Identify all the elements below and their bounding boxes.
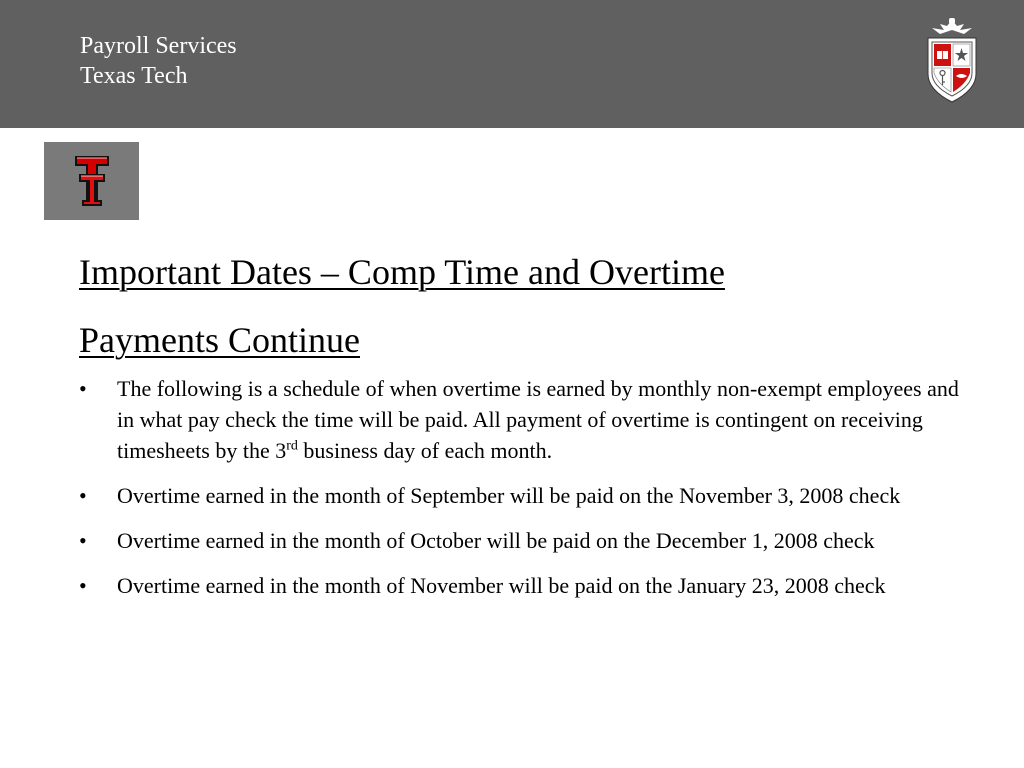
header-band	[0, 0, 1024, 128]
slide-title	[79, 238, 979, 374]
slide-title-line-2: Payments Continue	[79, 320, 360, 360]
list-item-intro	[79, 373, 979, 466]
list-item-october	[79, 525, 979, 556]
intro-text-before: The following is a schedule of when overtime is earned by monthly non-exempt employees and in what pay check the time will be paid. All payment of overtime is contingent on receiving timesheets by the 3	[117, 376, 959, 463]
header-line-texas-tech: Texas Tech	[80, 63, 188, 89]
list-item-november	[79, 570, 979, 601]
intro-text-sup: rd	[286, 438, 298, 454]
header-text	[80, 31, 237, 91]
bullet-glyph: •	[79, 376, 87, 401]
texas-tech-seal-icon	[922, 16, 982, 104]
slide-title-line-1: Important Dates – Comp Time and Overtime	[79, 252, 725, 292]
header-line-payroll-services: Payroll Services	[80, 33, 237, 59]
intro-text-after: business day of each month.	[297, 438, 553, 463]
list-item-text: Overtime earned in the month of October will be paid on the December 1, 2008 check	[117, 528, 875, 553]
bullet-glyph: •	[79, 528, 87, 553]
bullet-list	[79, 373, 979, 615]
bullet-glyph: •	[79, 483, 87, 508]
bullet-glyph: •	[79, 573, 87, 598]
double-t-logo-box	[44, 142, 139, 220]
list-item-text: Overtime earned in the month of November will be paid on the January 23, 2008 check	[117, 573, 886, 598]
list-item-september	[79, 480, 979, 511]
list-item-text: Overtime earned in the month of September will be paid on the November 3, 2008 check	[117, 483, 901, 508]
double-t-logo-icon	[74, 154, 110, 206]
